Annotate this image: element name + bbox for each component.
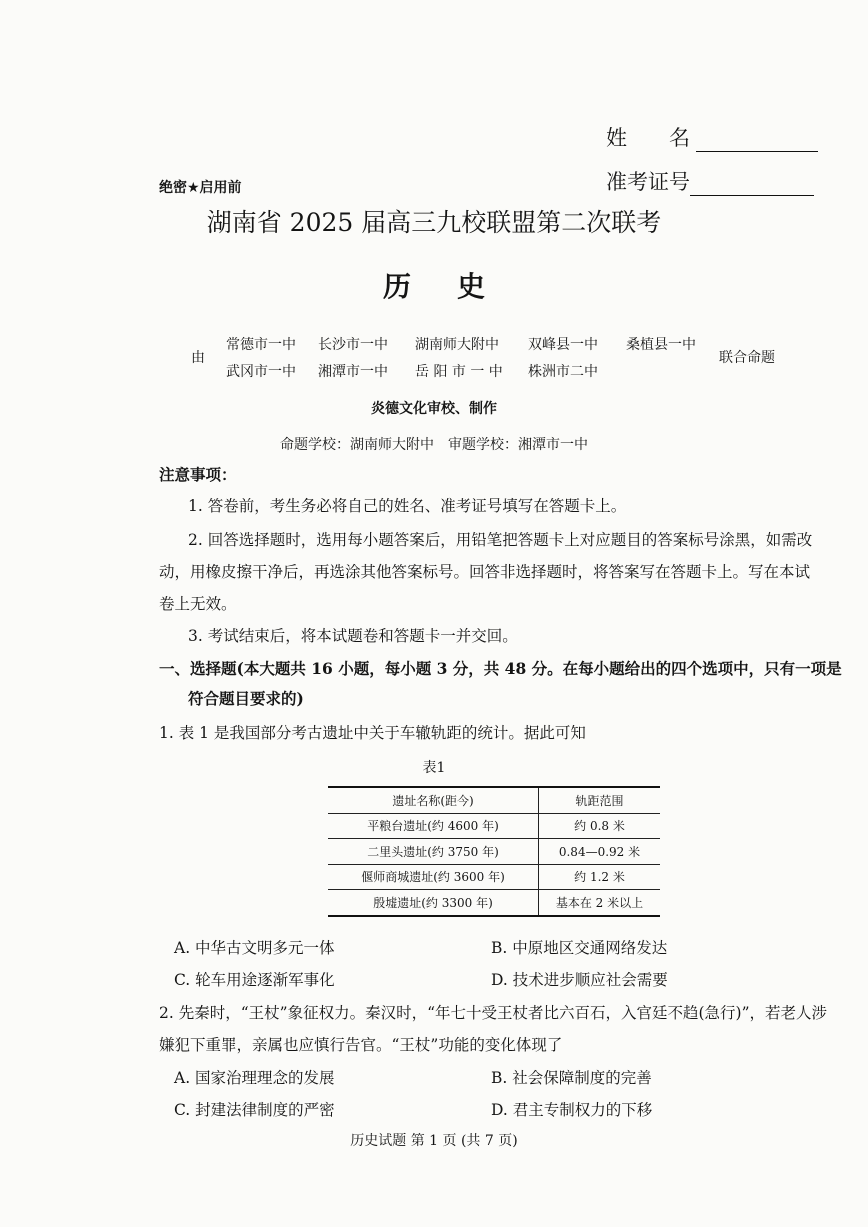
- q1-option-a[interactable]: A. 中华古文明多元一体: [174, 939, 335, 957]
- schools-row-2: [226, 361, 598, 381]
- site-gauge-table: [328, 786, 660, 917]
- gauge-cell: 0.84—0.92 米: [539, 839, 661, 865]
- page-footer: 历史试题 第 1 页 (共 7 页): [350, 1133, 518, 1149]
- q2-option-a[interactable]: A. 国家治理理念的发展: [174, 1069, 335, 1087]
- notice-item-1: 1. 答卷前，考生务必将自己的姓名、准考证号填写在答题卡上。: [188, 497, 627, 515]
- table-caption: 表1: [422, 760, 446, 776]
- schools-prefix: 由: [191, 350, 205, 366]
- name-label: 姓 名: [606, 126, 690, 150]
- school-name: 桑植县一中: [626, 337, 696, 353]
- exam-title: 湖南省 2025 届高三九校联盟第二次联考: [206, 208, 662, 237]
- notice-item-2-cont: 动，用橡皮擦干净后，再选涂其他答案标号。回答非选择题时，将答案写在答题卡上。写在本试: [159, 563, 811, 581]
- gauge-cell: 基本在 2 米以上: [539, 890, 661, 916]
- site-cell: 二里头遗址(约 3750 年): [328, 839, 539, 865]
- notice-item-2: 2. 回答选择题时，选用每小题答案后，用铅笔把答题卡上对应题目的答案标号涂黑，如需改: [188, 531, 813, 549]
- exam-id-field[interactable]: [606, 166, 814, 196]
- notice-item-2-end: 卷上无效。: [159, 595, 237, 613]
- question-2-stem-cont: 嫌犯下重罪，亲属也应慎行告官。“王杖”功能的变化体现了: [159, 1036, 563, 1054]
- subject-title: 历史: [382, 270, 531, 303]
- table-row: [328, 890, 660, 916]
- question-1-stem: 1. 表 1 是我国部分考古遗址中关于车辙轨距的统计。据此可知: [159, 724, 586, 742]
- gauge-cell: 约 0.8 米: [539, 813, 661, 839]
- column-header: 遗址名称(距今): [328, 787, 539, 813]
- site-cell: 平粮台遗址(约 4600 年): [328, 813, 539, 839]
- table-header-row: [328, 787, 660, 813]
- schools-suffix: 联合命题: [719, 350, 775, 366]
- column-header: 轨距范围: [575, 793, 624, 808]
- site-cell: 偃师商城遗址(约 3600 年): [328, 864, 539, 890]
- q1-option-d[interactable]: D. 技术进步顺应社会需要: [491, 971, 668, 989]
- q2-option-c[interactable]: C. 封建法律制度的严密: [174, 1101, 335, 1119]
- school-name: 株洲市二中: [528, 364, 598, 380]
- name-field[interactable]: [606, 122, 818, 152]
- exam-id-blank[interactable]: [690, 195, 814, 196]
- q2-option-b[interactable]: B. 社会保障制度的完善: [491, 1069, 652, 1087]
- section-heading-cont: 符合题目要求的): [188, 689, 304, 708]
- table-row: [328, 839, 660, 865]
- table-row: [328, 813, 660, 839]
- schools-row-1: [226, 334, 696, 354]
- school-name: 湖南师大附中: [415, 337, 499, 353]
- section-heading: 一、选择题(本大题共 16 小题，每小题 3 分，共 48 分。在每小题给出的四个选项中，只有一项是: [159, 659, 842, 678]
- q1-option-b[interactable]: B. 中原地区交通网络发达: [491, 939, 668, 957]
- confidential-mark: 绝密★启用前: [159, 180, 242, 196]
- school-name: 长沙市一中: [318, 337, 388, 353]
- gauge-cell: 约 1.2 米: [539, 864, 661, 890]
- q1-option-c[interactable]: C. 轮车用途逐渐军事化: [174, 971, 335, 989]
- school-name: 双峰县一中: [528, 337, 598, 353]
- school-name: 湘潭市一中: [318, 364, 388, 380]
- review-line: 炎德文化审校、制作: [371, 401, 497, 417]
- authors-line: 命题学校：湖南师大附中 审题学校：湘潭市一中: [280, 437, 588, 453]
- question-2-stem: 2. 先秦时，“王杖”象征权力。秦汉时，“年七十受王杖者比六百石，入官廷不趋(急行)”，若老人涉: [159, 1004, 828, 1022]
- site-cell: 殷墟遗址(约 3300 年): [328, 890, 539, 916]
- school-name: 常德市一中: [226, 337, 296, 353]
- table-row: [328, 864, 660, 890]
- school-name: 武冈市一中: [226, 364, 296, 380]
- notice-item-3: 3. 考试结束后，将本试题卷和答题卡一并交回。: [188, 627, 518, 645]
- notice-heading: 注意事项：: [159, 466, 237, 484]
- q2-option-d[interactable]: D. 君主专制权力的下移: [491, 1101, 653, 1119]
- name-blank[interactable]: [696, 151, 818, 152]
- exam-id-label: 准考证号: [606, 170, 690, 194]
- school-name: 岳 阳 市 一 中: [415, 364, 503, 380]
